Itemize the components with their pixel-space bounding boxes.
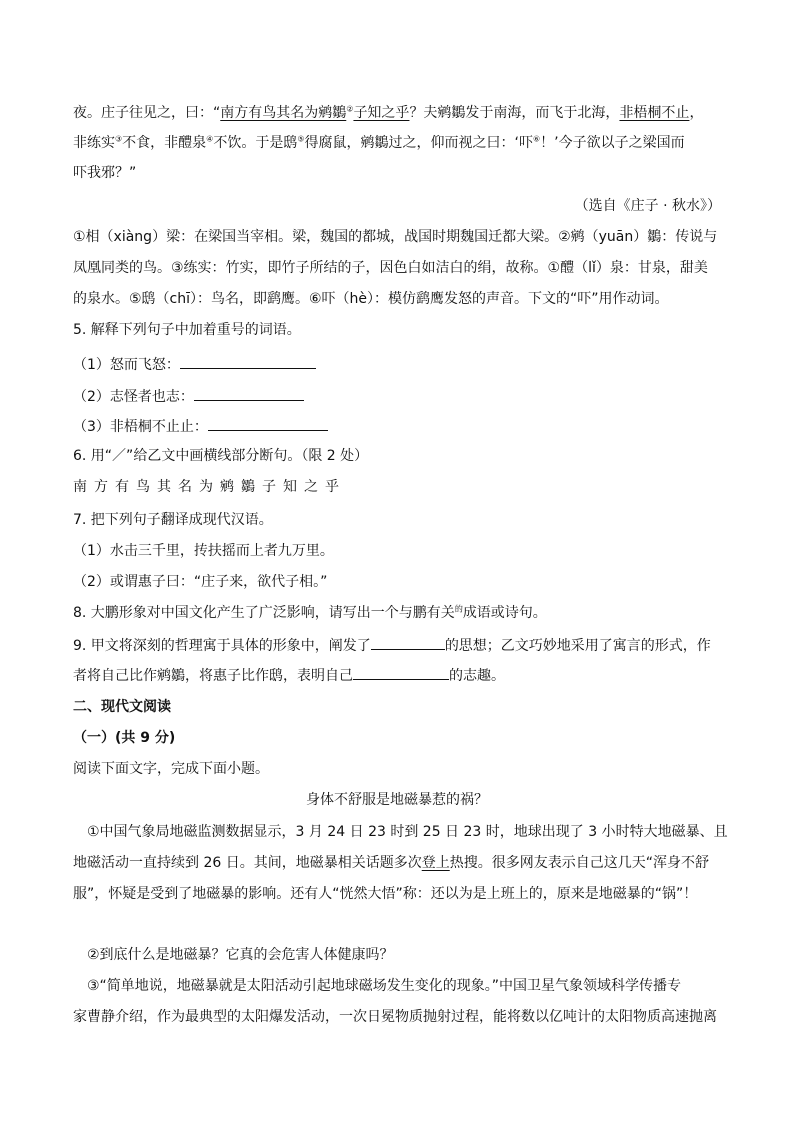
question-5-1 xyxy=(73,353,721,375)
underlined-segment: 非梧桐不止 xyxy=(619,105,690,121)
passage-text: ！’今子欲以子之梁国而 xyxy=(540,135,685,151)
question-text: （1）怒而飞怒： xyxy=(73,357,180,373)
source-citation: （选自《庄子 · 秋水》） xyxy=(574,198,721,214)
question-5-3 xyxy=(73,415,721,437)
passage-text: ， xyxy=(689,105,704,121)
question-text: 成语或诗句。 xyxy=(462,605,547,621)
article-paragraph-1-line-1: ①中国气象局地磁监测数据显示，3 月 24 日 23 时到 25 日 23 时，地球出现了 3 小时特大地磁暴、且 xyxy=(87,824,728,840)
answer-blank[interactable] xyxy=(371,634,445,650)
question-text: （2）志怪者也志： xyxy=(73,389,194,405)
instruction-text: 阅读下面文字，完成下面小题。 xyxy=(73,761,269,777)
question-text: 者将自己比作鹓鶵，将惠子比作鸱，表明自己 xyxy=(73,668,353,684)
article-text: 热搜。很多网友表示自己这几天“浑身不舒 xyxy=(449,855,709,871)
passage-line-3: 吓我邪？” xyxy=(73,165,137,181)
footnote-marker: ⑥ xyxy=(532,134,541,144)
question-5-2 xyxy=(73,385,721,407)
subsection-heading: （一）(共 9 分) xyxy=(73,730,176,746)
superscript-char: 的 xyxy=(454,604,463,614)
passage-line-2 xyxy=(73,133,721,153)
answer-blank[interactable] xyxy=(194,385,304,401)
article-paragraph-3-line-2: 家曹静介绍，作为最典型的太阳爆发活动，一次日冕物质抛射过程，能将数以亿吨计的太阳物质高速抛离 xyxy=(73,1009,717,1025)
question-text: （3）非梧桐不止止： xyxy=(73,419,208,435)
question-text: 的志趣。 xyxy=(449,668,505,684)
question-7-1: （1）水击三千里，抟扶摇而上者九万里。 xyxy=(73,543,334,559)
answer-blank[interactable] xyxy=(208,415,328,431)
question-9-line-2 xyxy=(73,664,721,686)
footnote-marker: ④ xyxy=(206,134,214,144)
article-title: 身体不舒服是地磁暴惹的祸？ xyxy=(306,792,488,808)
article-paragraph-3-line-1: ③“简单地说，地磁暴就是太阳活动引起地球磁场发生变化的现象。”中国卫星气象领域科学传播专 xyxy=(87,978,682,994)
underlined-segment: 子知之乎 xyxy=(353,105,410,121)
note-line-1: ①相（xiàng）梁：在梁国当宰相。梁，魏国的都城，战国时期魏国迁都大梁。②鹓（yuān）鶵：传说与 xyxy=(73,229,718,245)
underlined-segment: 南方有鸟其名为鹓鶵 xyxy=(220,105,347,121)
underlined-segment: 登上 xyxy=(421,855,450,871)
article-paragraph-2: ②到底什么是地磁暴？它真的会危害人体健康吗？ xyxy=(87,947,394,963)
section-heading: 二、现代文阅读 xyxy=(73,699,171,715)
footnote-marker: ② xyxy=(346,104,354,114)
question-text: 的思想；乙文巧妙地采用了寓言的形式，作 xyxy=(444,638,711,654)
article-paragraph-1-line-3: 服”，怀疑是受到了地磁暴的影响。还有人“恍然大悟”称：还以为是上班上的，原来是地磁暴的“锅”！ xyxy=(73,886,698,902)
question-6-text: 南方有鸟其名为鹓鶵子知之乎 xyxy=(73,479,346,495)
passage-text: 不食，非醴泉 xyxy=(122,135,207,151)
question-6: 6. 用“／”给乙文中画横线部分断句。（限 2 处） xyxy=(73,448,369,464)
note-line-2: 凤凰同类的鸟。③练实：竹实，即竹子所结的子，因色白如洁白的绢，故称。①醴（lǐ）泉：甘泉，甜美 xyxy=(73,260,708,276)
note-line-3: 的泉水。⑤鸱（chī）：鸟名，即鹞鹰。⑥吓（hè）：模仿鹞鹰发怒的声音。下文的“吓”用作动词。 xyxy=(73,291,669,307)
question-7-2: （2）或谓惠子曰：“庄子来，欲代子相。” xyxy=(73,574,328,590)
question-text: 8. 大鹏形象对中国文化产生了广泛影响，请写出一个与鹏有关 xyxy=(73,605,455,621)
footnote-marker: ③ xyxy=(115,134,123,144)
question-5: 5. 解释下列句子中加着重号的词语。 xyxy=(73,322,301,338)
question-7: 7. 把下列句子翻译成现代汉语。 xyxy=(73,512,273,528)
passage-text: 非练实 xyxy=(73,135,115,151)
passage-text: 得腐鼠，鹓鶵过之，仰而视之曰：‘吓 xyxy=(304,135,533,151)
question-9-line-1 xyxy=(73,634,721,656)
passage-line-1 xyxy=(73,103,721,123)
answer-blank[interactable] xyxy=(180,353,316,369)
footnote-marker: ⑤ xyxy=(297,134,305,144)
article-text: 地磁活动一直持续到 26 日。其间，地磁暴相关话题多次 xyxy=(73,855,422,871)
passage-text: 不饮。于是鸱 xyxy=(213,135,298,151)
passage-text: 夜。庄子往见之，曰：“ xyxy=(73,105,221,121)
question-text: 9. 甲文将深刻的哲理寓于具体的形象中，阐发了 xyxy=(73,638,371,654)
question-8 xyxy=(73,603,721,623)
passage-text: ？夫鹓鶵发于南海，而飞于北海， xyxy=(409,105,620,121)
article-paragraph-1-line-2 xyxy=(73,853,721,873)
answer-blank[interactable] xyxy=(353,664,449,680)
